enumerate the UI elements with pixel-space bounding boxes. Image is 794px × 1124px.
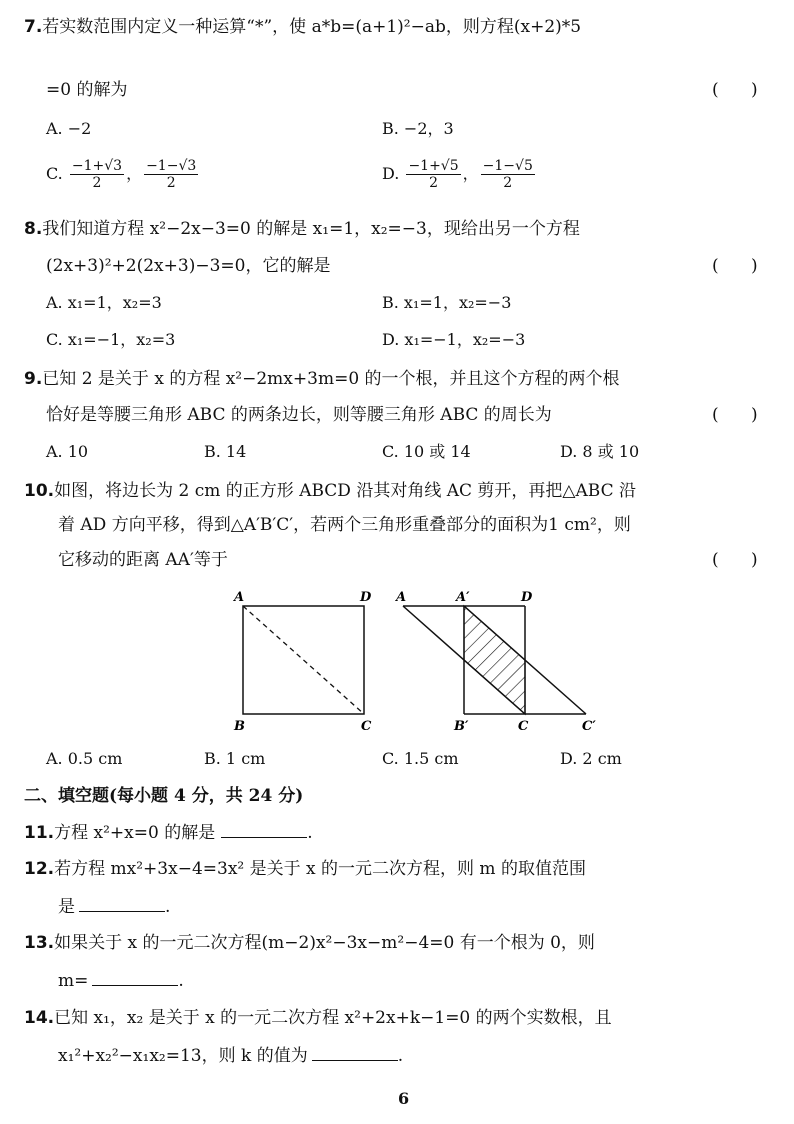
fig1-label-b: B [234, 719, 245, 734]
q7-d-separator: ， [462, 164, 479, 183]
q10-option-c: C. 1.5 cm [382, 749, 459, 768]
q7-option-a: A. −2 [46, 119, 92, 138]
fig2-label-b-prime: B′ [454, 719, 469, 734]
q10-line2: 着 AD 方向平移，得到△A′B′C′，若两个三角形重叠部分的面积为1 cm²，则 [58, 515, 631, 535]
q14-number: 14. [24, 1008, 55, 1028]
fig2-label-a: A [396, 590, 407, 605]
q11-number: 11. [24, 823, 55, 843]
q9-text-1: 已知 2 是关于 x 的方程 x²−2mx+3m=0 的一个根，并且这个方程的两个根 [42, 369, 620, 389]
q13-end: . [178, 971, 184, 991]
q13-text-1: 如果关于 x 的一元二次方程(m−2)x²−3x−m²−4=0 有一个根为 0，则 [54, 933, 595, 953]
q13-line1 [24, 932, 595, 954]
q8-option-c: C. x₁=−1，x₂=3 [46, 330, 176, 349]
q10-text-1: 如图，将边长为 2 cm 的正方形 ABCD 沿其对角线 AC 剪开，再把△ABC 沿 [54, 481, 636, 501]
q12-line1 [24, 858, 586, 880]
q7-option-d-label: D. [382, 164, 400, 183]
q8-option-b: B. x₁=1，x₂=−3 [382, 293, 512, 312]
q7-option-c-label: C. [46, 164, 63, 183]
q14-end: . [397, 1046, 404, 1066]
fig2-label-a-prime: A′ [456, 590, 470, 605]
q8-answer-paren: ( ) [712, 256, 758, 276]
fig2-label-d: D [521, 590, 533, 605]
q7-c-numerator-1: −1+√3 [71, 158, 123, 174]
q7-option-b: B. −2，3 [382, 119, 454, 138]
q8-line2: (2x+3)²+2(2x+3)−3=0，它的解是 [46, 256, 331, 276]
q7-option-c-frac1 [70, 158, 124, 191]
q9-answer-paren: ( ) [712, 405, 758, 425]
q11-text: 方程 x²+x=0 的解是 [54, 823, 216, 843]
q8-option-a: A. x₁=1，x₂=3 [46, 293, 162, 312]
q12-end: . [165, 897, 171, 917]
q12-answer-blank[interactable] [79, 895, 165, 912]
q7-c-separator: ， [126, 164, 143, 183]
q14-answer-blank[interactable] [312, 1044, 398, 1061]
q8-line1 [24, 218, 580, 240]
q14-text-2: x₁²+x₂²−x₁x₂=13，则 k 的值为 [58, 1046, 308, 1066]
fig1-label-d: D [360, 590, 372, 605]
q7-d-denominator-2: 2 [503, 175, 513, 191]
q8-option-d: D. x₁=−1，x₂=−3 [382, 330, 526, 349]
q7-number: 7. [24, 17, 43, 37]
q10-figure-translation [390, 585, 610, 735]
q7-c-denominator-1: 2 [92, 175, 102, 191]
q10-number: 10. [24, 481, 55, 501]
q9-line1 [24, 368, 620, 390]
q10-line1 [24, 480, 636, 502]
q7-line2: =0 的解为 [46, 80, 128, 100]
q7-line1 [24, 16, 581, 38]
q14-line2 [58, 1044, 403, 1067]
q9-number: 9. [24, 369, 43, 389]
q8-text-1: 我们知道方程 x²−2x−3=0 的解是 x₁=1，x₂=−3，现给出另一个方程 [42, 219, 580, 239]
q12-text-2: 是 [58, 897, 75, 917]
q7-option-d [382, 158, 537, 191]
q7-option-d-frac1 [406, 158, 460, 191]
q7-option-c-frac2 [144, 158, 198, 191]
q12-line2 [58, 895, 170, 918]
q7-c-numerator-2: −1−√3 [146, 158, 197, 174]
q12-number: 12. [24, 859, 55, 879]
q10-line3: 它移动的距离 AA′等于 [58, 550, 228, 570]
q10-option-d: D. 2 cm [560, 749, 622, 768]
q14-line1 [24, 1007, 612, 1029]
q7-option-d-frac2 [481, 158, 535, 191]
fig2-label-c: C [518, 719, 529, 734]
q12-text-1: 若方程 mx²+3x−4=3x² 是关于 x 的一元二次方程，则 m 的取值范围 [54, 859, 586, 879]
q11-line [24, 821, 313, 844]
page-number: 6 [398, 1089, 410, 1108]
q11-answer-blank[interactable] [221, 821, 307, 838]
diagonal-ac [243, 606, 364, 714]
q9-option-d: D. 8 或 10 [560, 442, 640, 461]
q9-line2: 恰好是等腰三角形 ABC 的两条边长，则等腰三角形 ABC 的周长为 [46, 405, 552, 425]
fig2-label-c-prime: C′ [582, 719, 596, 734]
q11-end: . [307, 823, 313, 843]
q14-text-1: 已知 x₁，x₂ 是关于 x 的一元二次方程 x²+2x+k−1=0 的两个实数根，且 [54, 1008, 612, 1028]
fig1-label-c: C [361, 719, 372, 734]
q9-option-a: A. 10 [46, 442, 89, 461]
q7-c-denominator-2: 2 [166, 175, 176, 191]
q7-d-denominator-1: 2 [429, 175, 438, 191]
q8-number: 8. [24, 219, 43, 239]
q10-option-b: B. 1 cm [204, 749, 266, 768]
q7-answer-paren: ( ) [712, 80, 758, 100]
q9-option-c: C. 10 或 14 [382, 442, 471, 461]
q13-answer-blank[interactable] [92, 969, 178, 986]
q13-text-2: m= [58, 971, 89, 991]
q7-d-numerator-2: −1−√5 [482, 158, 533, 174]
q7-text-1: 若实数范围内定义一种运算“*”，使 a*b=(a+1)²−ab，则方程(x+2)*5 [42, 17, 582, 37]
q7-d-numerator-1: −1+√5 [408, 158, 459, 174]
fig1-label-a: A [234, 590, 245, 605]
q10-figure-square [224, 585, 384, 735]
q10-answer-paren: ( ) [712, 550, 758, 570]
overlap-region [464, 606, 525, 714]
q13-number: 13. [24, 933, 55, 953]
q13-line2 [58, 969, 184, 992]
section-fill-in-title: 二、填空题(每小题 4 分，共 24 分) [24, 786, 304, 806]
q7-option-c [46, 158, 200, 191]
q10-option-a: A. 0.5 cm [46, 749, 123, 768]
q9-option-b: B. 14 [204, 442, 247, 461]
